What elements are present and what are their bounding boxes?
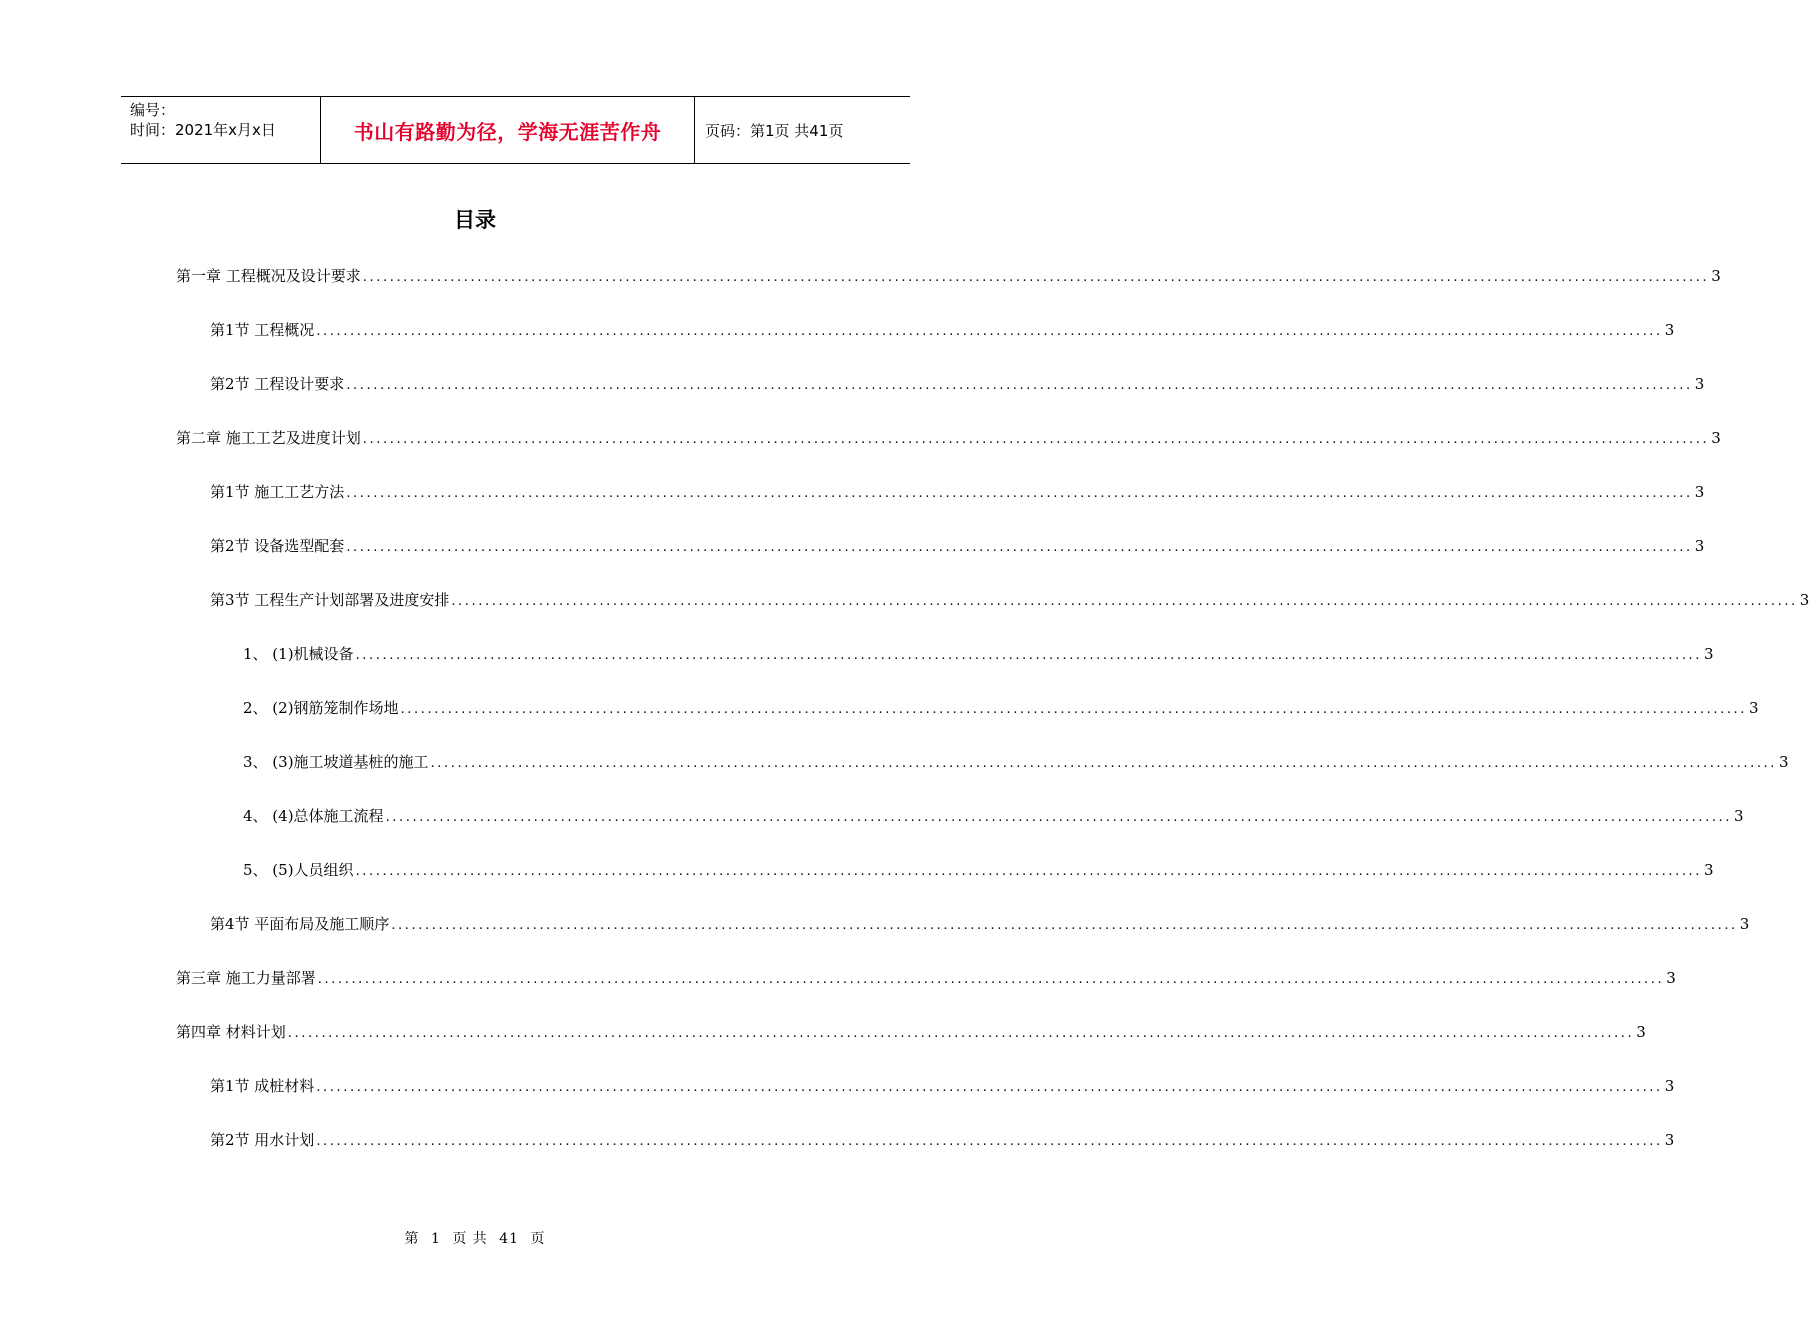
page-title: 目录	[454, 208, 496, 232]
toc-entry-label: 第二章 施工工艺及进度计划	[176, 429, 361, 447]
toc-entry[interactable]	[176, 426, 1721, 450]
header-meta	[121, 97, 321, 163]
document-time-label: 时间：2021年x月x日	[130, 121, 276, 139]
toc-entry[interactable]	[210, 318, 1675, 342]
toc-entry-label: 第2节 用水计划	[210, 1131, 315, 1149]
toc-leader-dots: ........................................................................................................................................................................................................	[430, 756, 1778, 771]
footer-prefix: 第	[404, 1231, 420, 1247]
toc-entry[interactable]	[176, 1020, 1646, 1044]
toc-entry-page: 3	[1694, 375, 1705, 393]
toc-leader-dots: ........................................................................................................................................................................................................	[346, 540, 1693, 555]
toc-entry-label: 第2节 工程设计要求	[210, 375, 345, 393]
toc-entry[interactable]	[210, 912, 1750, 936]
toc-entry-page: 3	[1779, 753, 1789, 771]
toc-leader-dots: ........................................................................................................................................................................................................	[287, 1026, 1635, 1041]
footer-total-pages: 41	[499, 1231, 520, 1247]
toc-entry-label: 1、 (1)机械设备	[243, 645, 354, 663]
footer-middle: 页 共	[452, 1231, 488, 1247]
toc-entry[interactable]	[210, 588, 1809, 612]
toc-entry-page: 3	[1734, 807, 1744, 825]
toc-leader-dots: ........................................................................................................................................................................................................	[400, 702, 1748, 717]
toc-entry-page: 3	[1799, 591, 1809, 609]
toc-entry[interactable]	[210, 534, 1705, 558]
toc-entry[interactable]	[243, 750, 1789, 774]
toc-entry-page: 3	[1704, 645, 1714, 663]
toc-entry-page: 3	[1704, 861, 1714, 879]
toc-leader-dots: ........................................................................................................................................................................................................	[317, 972, 1665, 987]
toc-entry-page: 3	[1636, 1023, 1646, 1041]
toc-entry-page: 3	[1711, 429, 1721, 447]
toc-leader-dots: ........................................................................................................................................................................................................	[391, 918, 1738, 933]
toc-entry-label: 2、 (2)钢筋笼制作场地	[243, 699, 399, 717]
toc-entry[interactable]	[243, 858, 1714, 882]
toc-entry-label: 4、 (4)总体施工流程	[243, 807, 384, 825]
header-page-info: 页码：第1页 共41页	[705, 121, 844, 140]
toc-entry-label: 第三章 施工力量部署	[176, 969, 316, 987]
toc-entry[interactable]	[243, 642, 1714, 666]
footer-suffix: 页	[530, 1231, 546, 1247]
toc-entry-page: 3	[1664, 1131, 1675, 1149]
header-motto: 书山有路勤为径，学海无涯苦作舟	[321, 97, 695, 163]
toc-entry-page: 3	[1694, 483, 1705, 501]
toc-entry-label: 第1节 工程概况	[210, 321, 315, 339]
toc-entry[interactable]	[210, 1074, 1675, 1098]
toc-leader-dots: ........................................................................................................................................................................................................	[346, 378, 1693, 393]
toc-leader-dots: ........................................................................................................................................................................................................	[316, 324, 1663, 339]
toc-leader-dots: ........................................................................................................................................................................................................	[362, 270, 1710, 285]
toc-entry-label: 5、 (5)人员组织	[243, 861, 354, 879]
toc-entry-page: 3	[1694, 537, 1705, 555]
toc-entry-page: 3	[1664, 1077, 1675, 1095]
toc-entry[interactable]	[210, 1128, 1675, 1152]
toc-entry-label: 第四章 材料计划	[176, 1023, 286, 1041]
toc-leader-dots: ........................................................................................................................................................................................................	[362, 432, 1710, 447]
toc-entry-page: 3	[1739, 915, 1750, 933]
toc-entry-label: 第3节 工程生产计划部署及进度安排	[210, 591, 450, 609]
toc-entry-page: 3	[1666, 969, 1676, 987]
toc-leader-dots: ........................................................................................................................................................................................................	[346, 486, 1693, 501]
toc-entry[interactable]	[210, 372, 1705, 396]
toc-entry-label: 第2节 设备选型配套	[210, 537, 345, 555]
toc-entry-label: 第4节 平面布局及施工顺序	[210, 915, 390, 933]
toc-entry[interactable]	[243, 696, 1759, 720]
toc-leader-dots: ........................................................................................................................................................................................................	[316, 1080, 1663, 1095]
toc-leader-dots: ........................................................................................................................................................................................................	[355, 648, 1703, 663]
footer-page-number: 1	[430, 1231, 441, 1247]
toc-leader-dots: ........................................................................................................................................................................................................	[355, 864, 1703, 879]
page-footer	[0, 1228, 950, 1248]
toc-entry-page: 3	[1749, 699, 1759, 717]
page-header	[121, 96, 910, 164]
document-number-label: 编号：	[130, 101, 176, 119]
toc-entry[interactable]	[210, 480, 1705, 504]
toc-leader-dots: ........................................................................................................................................................................................................	[316, 1134, 1663, 1149]
toc-leader-dots: ........................................................................................................................................................................................................	[451, 594, 1798, 609]
toc-entry-page: 3	[1711, 267, 1721, 285]
toc-entry-label: 3、 (3)施工坡道基桩的施工	[243, 753, 429, 771]
toc-entry-label: 第1节 成桩材料	[210, 1077, 315, 1095]
toc-leader-dots: ........................................................................................................................................................................................................	[385, 810, 1733, 825]
toc-entry-label: 第1节 施工工艺方法	[210, 483, 345, 501]
toc-entry[interactable]	[243, 804, 1744, 828]
toc-entry-page: 3	[1664, 321, 1675, 339]
toc-entry-label: 第一章 工程概况及设计要求	[176, 267, 361, 285]
toc-entry[interactable]	[176, 966, 1676, 990]
toc-entry[interactable]	[176, 264, 1721, 288]
